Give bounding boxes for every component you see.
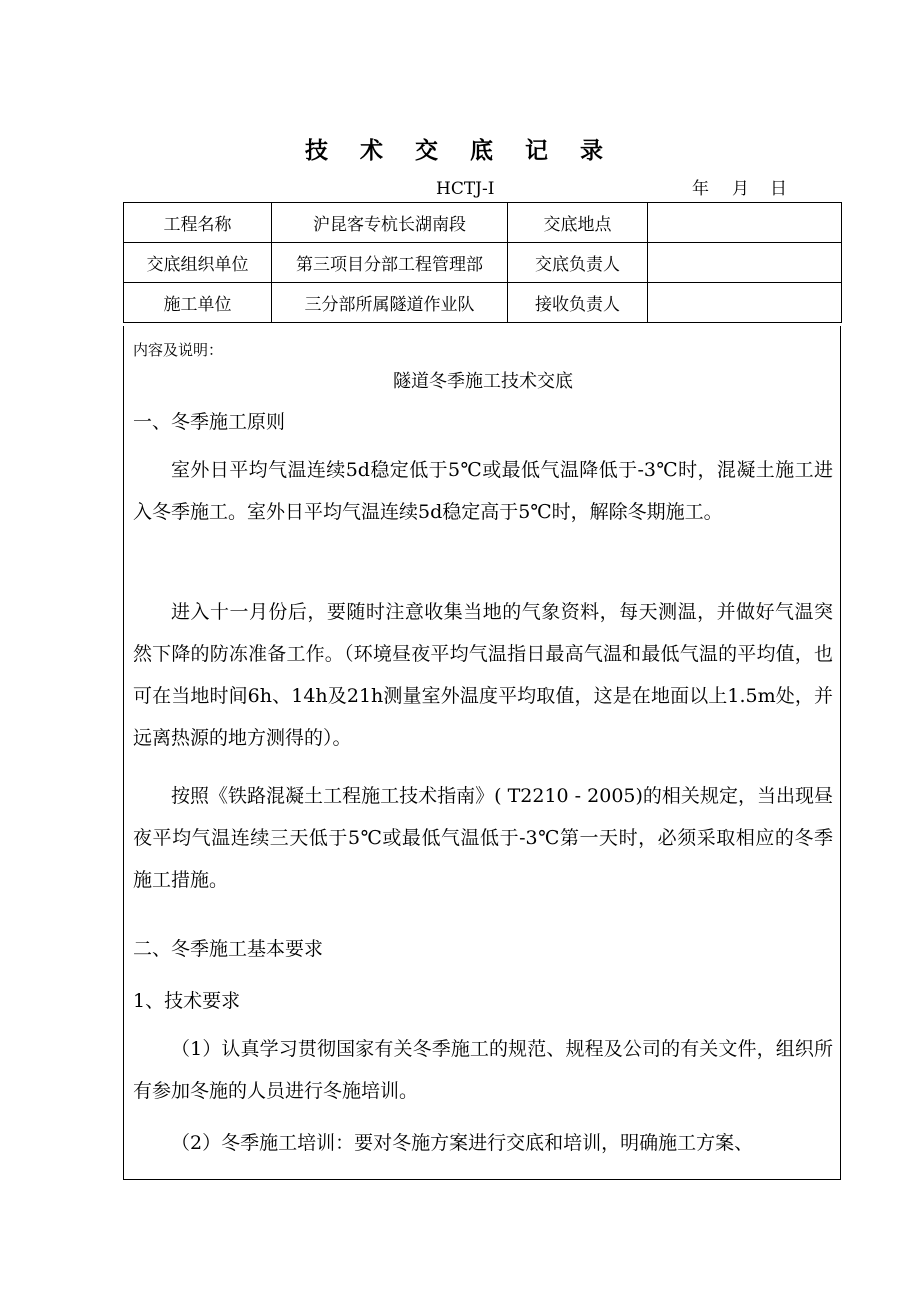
- project-name-value: 沪昆客专杭长湖南段: [272, 203, 508, 243]
- date-line: [692, 178, 787, 200]
- construction-unit-value: 三分部所属隧道作业队: [272, 283, 508, 323]
- briefing-lead-value: [648, 243, 842, 283]
- briefing-location-label: 交底地点: [508, 203, 648, 243]
- info-table: [123, 202, 842, 323]
- date-day-label: 日: [770, 179, 787, 199]
- paragraph: （1）认真学习贯彻国家有关冬季施工的规范、规程及公司的有关文件，组织所有参加冬施的人员进行冬施培训。: [133, 1038, 833, 1102]
- section-heading: 一、冬季施工原则: [133, 411, 286, 433]
- content-label: 内容及说明：: [133, 341, 224, 359]
- paragraph: （2）冬季施工培训：要对冬施方案进行交底和培训，明确施工方案、: [171, 1132, 754, 1154]
- page-title: 技 术 交 底 记 录: [304, 138, 616, 164]
- paragraph: 按照《铁路混凝土工程施工技术指南》( T2210 - 2005)的相关规定，当出现昼夜平均气温连续三天低于5℃或最低气温低于-3℃第一天时，必须采取相应的冬季施工措施。: [133, 785, 833, 891]
- project-name-label: 工程名称: [124, 203, 272, 243]
- subsection-heading: 1、技术要求: [133, 990, 241, 1012]
- receiving-lead-label: 接收负责人: [508, 283, 648, 323]
- paragraph: 室外日平均气温连续5d稳定低于5℃或最低气温降低于-3℃时，混凝土施工进入冬季施工。室外日平均气温连续5d稳定高于5℃时，解除冬期施工。: [133, 459, 833, 523]
- organizing-unit-label: 交底组织单位: [124, 243, 272, 283]
- briefing-location-value: [648, 203, 842, 243]
- section-heading: 二、冬季施工基本要求: [133, 938, 324, 960]
- receiving-lead-value: [648, 283, 842, 323]
- date-month-label: 月: [732, 179, 749, 199]
- paragraph: 进入十一月份后，要随时注意收集当地的气象资料，每天测温，并做好气温突然下降的防冻准备工作。（环境昼夜平均气温指日最高气温和最低气温的平均值，也可在当地时间6h、14h及21h测量室外温度平均取值，这是在地面以上1.5m处，并远离热源的地方测得的）。: [133, 601, 833, 749]
- briefing-lead-label: 交底负责人: [508, 243, 648, 283]
- document-code: HCTJ-Ⅰ: [436, 179, 495, 199]
- date-year-label: 年: [692, 179, 709, 199]
- table-row: [124, 203, 842, 243]
- table-row: [124, 243, 842, 283]
- content-box: [123, 326, 841, 1180]
- construction-unit-label: 施工单位: [124, 283, 272, 323]
- table-row: [124, 283, 842, 323]
- content-title: 隧道冬季施工技术交底: [393, 371, 573, 392]
- organizing-unit-value: 第三项目分部工程管理部: [272, 243, 508, 283]
